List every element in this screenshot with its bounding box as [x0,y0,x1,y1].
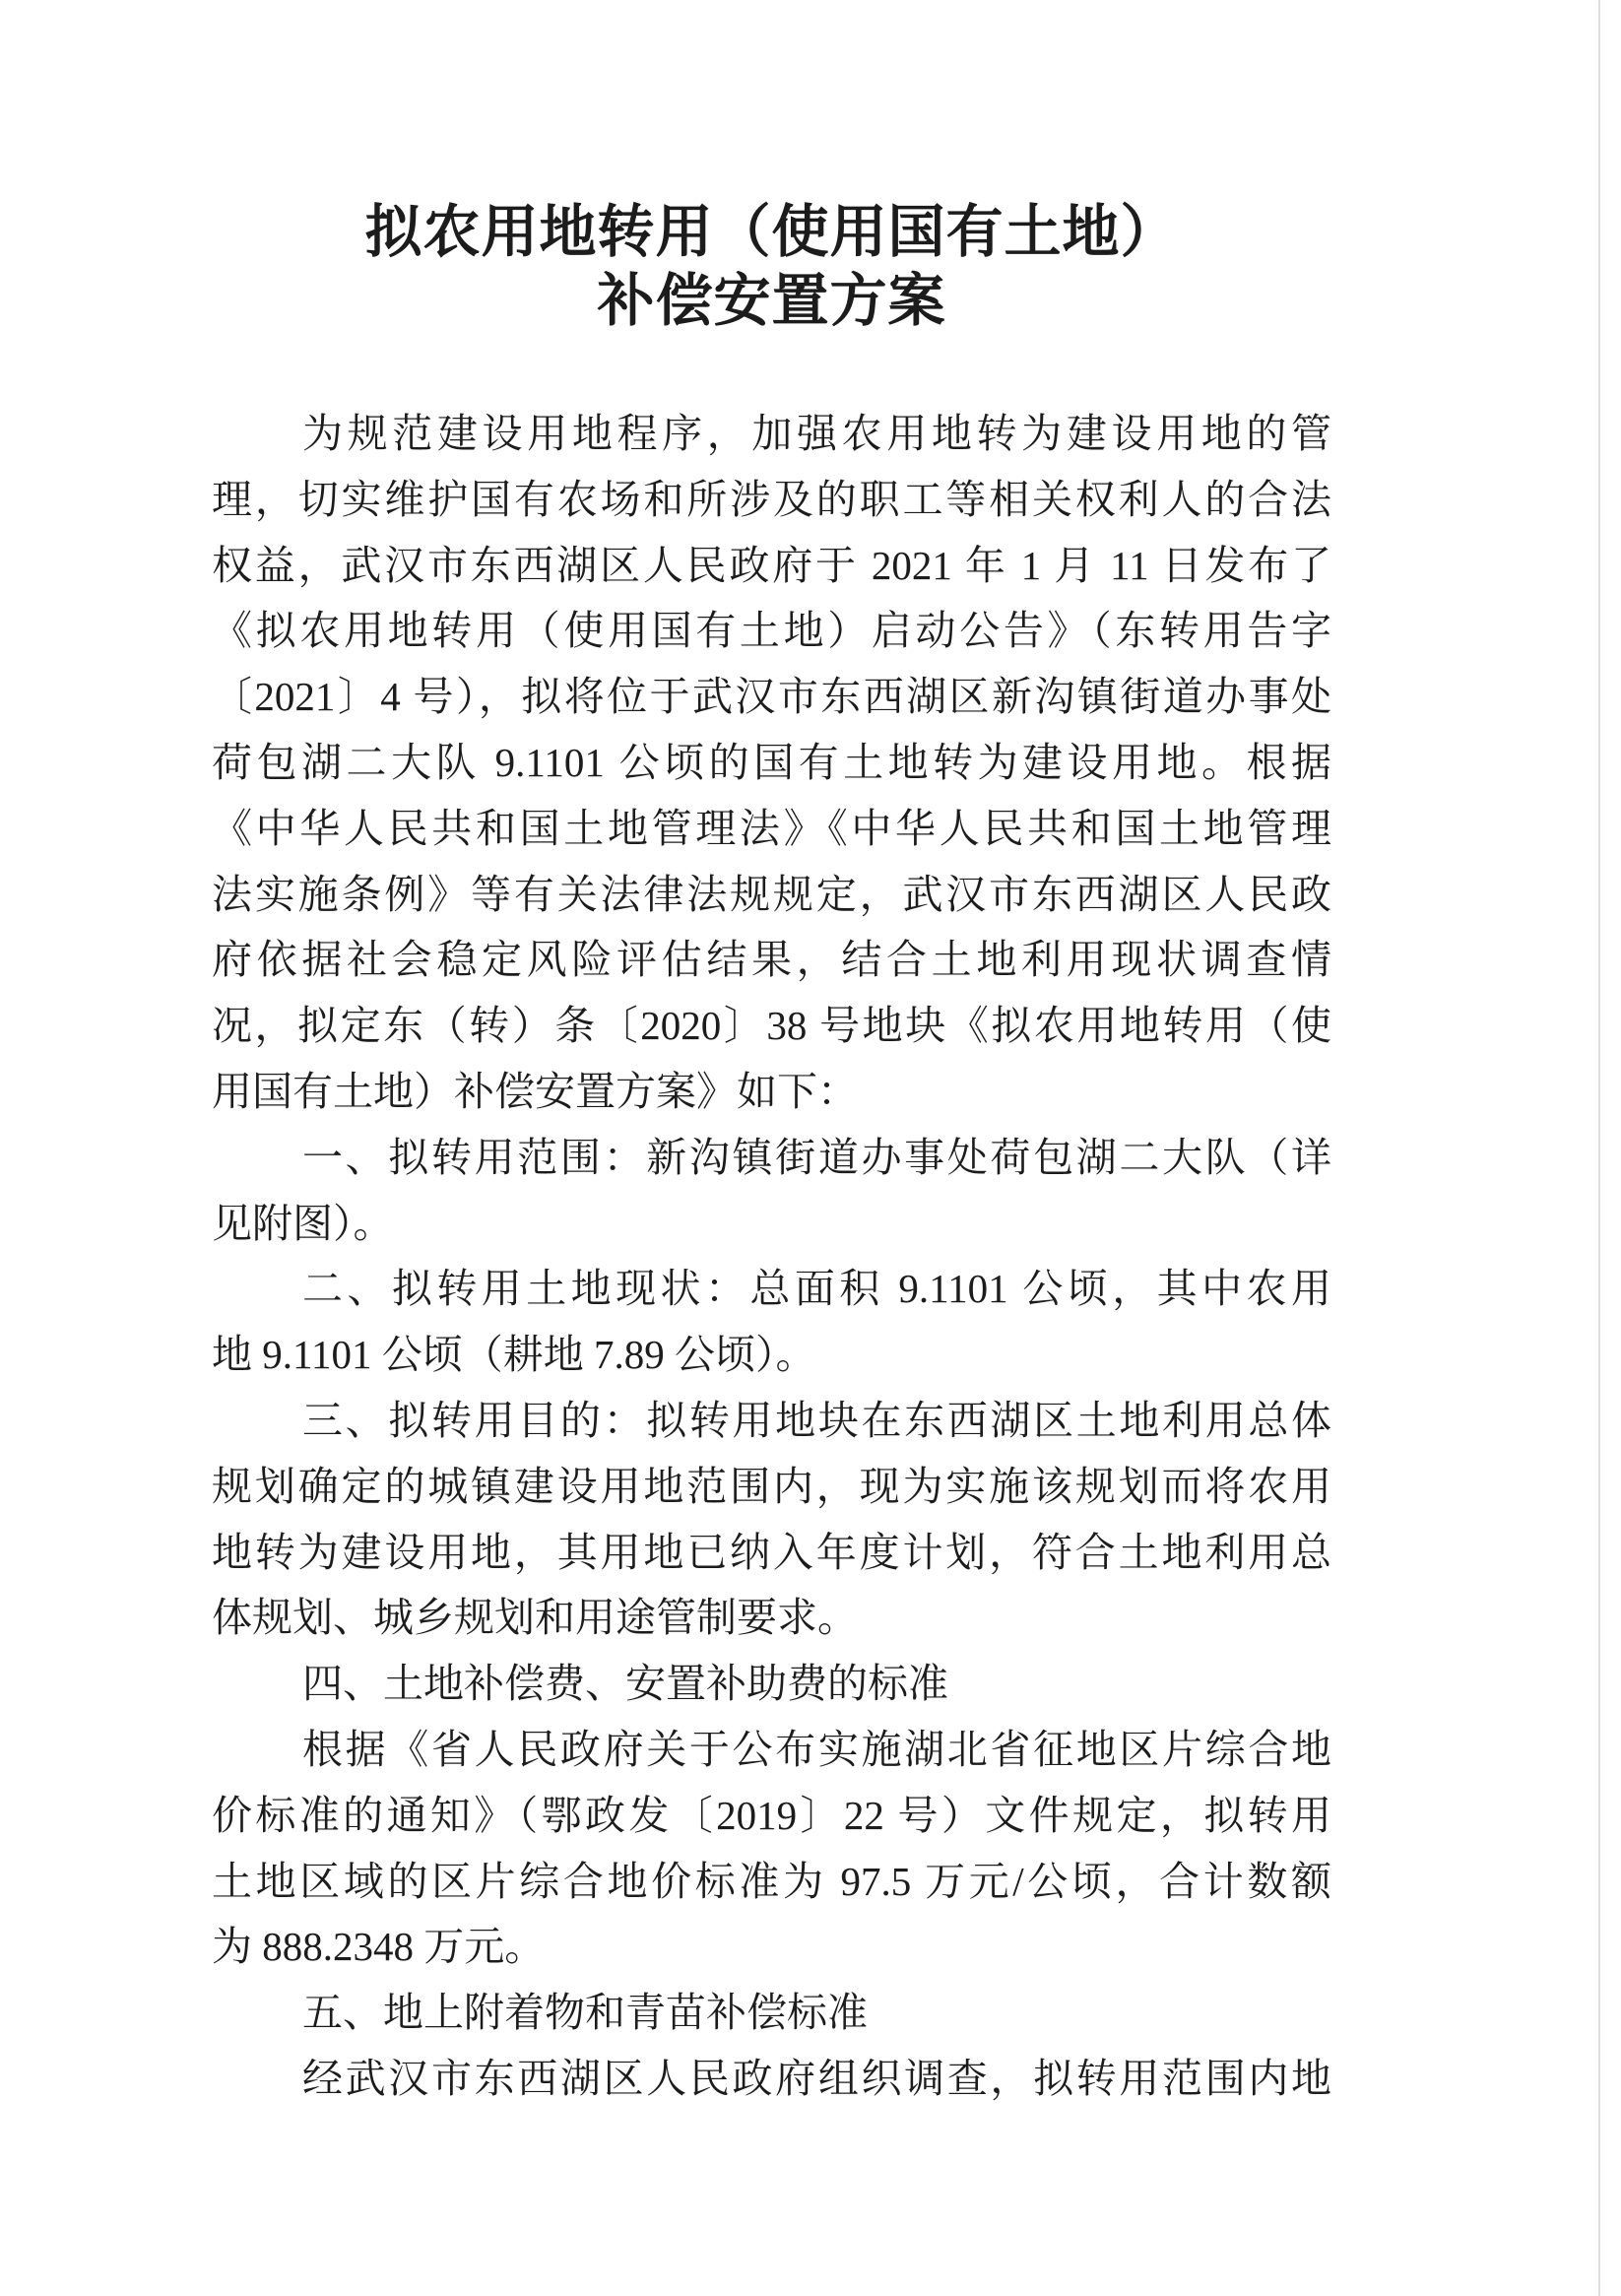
section-one-scope [212,1125,1331,1257]
text-line: 四、土地补偿费、安置补助费的标准 [302,1661,948,1707]
section-four-heading [212,1651,1331,1717]
text-line: 五、地上附着物和青苗补偿标准 [302,1990,868,2036]
text-line: 为规范建设用地程序，加强农用地转为建设用地的管 [302,411,1331,456]
text-line: 权益，武汉市东西湖区人民政府于 2021 年 1 月 11 日发布了 [212,542,1331,588]
text-line: 土地区域的区片综合地价标准为 97.5 万元/公顷，合计数额 [212,1858,1331,1904]
document-body [212,401,1331,2112]
title-line: 补偿安置方案 [597,267,946,334]
text-line: 《中华人民共和国土地管理法》《中华人民共和国土地管理 [212,805,1331,851]
text-line: 价标准的通知》（鄂政发〔2019〕22 号）文件规定，拟转用 [212,1792,1331,1838]
text-line: 况，拟定东（转）条〔2020〕38 号地块《拟农用地转用（使 [212,1003,1331,1049]
section-four-standard [212,1717,1331,1980]
title-line: 拟农用地转用（使用国有土地） [364,198,1179,265]
text-line: 《拟农用地转用（使用国有土地）启动公告》（东转用告字 [212,608,1331,654]
text-line: 一、拟转用范围：新沟镇街道办事处荷包湖二大队（详 [302,1134,1331,1180]
text-line: 根据《省人民政府关于公布实施湖北省征地区片综合地 [302,1726,1331,1772]
text-line: 经武汉市东西湖区人民政府组织调查，拟转用范围内地 [302,2055,1331,2101]
text-line: 地转为建设用地，其用地已纳入年度计划，符合土地利用总 [212,1529,1331,1575]
text-line: 体规划、城乡规划和用途管制要求。 [212,1595,858,1641]
text-line: 荷包湖二大队 9.1101 公顷的国有土地转为建设用地。根据 [212,739,1331,785]
section-three-purpose [212,1388,1331,1651]
text-line: 理，切实维护国有农场和所涉及的职工等相关权利人的合法 [212,476,1331,522]
scan-edge-line [1598,0,1600,2296]
text-line: 三、拟转用目的：拟转用地块在东西湖区土地利用总体 [302,1397,1331,1443]
text-line: 规划确定的城镇建设用地范围内，现为实施该规划而将农用 [212,1463,1331,1509]
text-line: 二、拟转用土地现状：总面积 9.1101 公顷，其中农用 [302,1266,1331,1312]
intro-paragraph [212,401,1331,1125]
text-line: 用国有土地）补偿安置方案》如下： [212,1068,858,1114]
document-title [212,197,1331,335]
text-line: 地 9.1101 公顷（耕地 7.89 公顷）。 [212,1332,816,1378]
text-line: 见附图）。 [212,1200,394,1246]
text-line: 法实施条例》等有关法律法规规定，武汉市东西湖区人民政 [212,871,1331,917]
section-five-heading [212,1980,1331,2046]
text-line: 〔2021〕4 号），拟将位于武汉市东西湖区新沟镇街道办事处 [212,674,1331,720]
text-line: 为 888.2348 万元。 [212,1924,546,1970]
section-five-body [212,2046,1331,2112]
section-two-land-status [212,1256,1331,1388]
text-line: 府依据社会稳定风险评估结果，结合土地利用现状调查情 [212,937,1331,983]
